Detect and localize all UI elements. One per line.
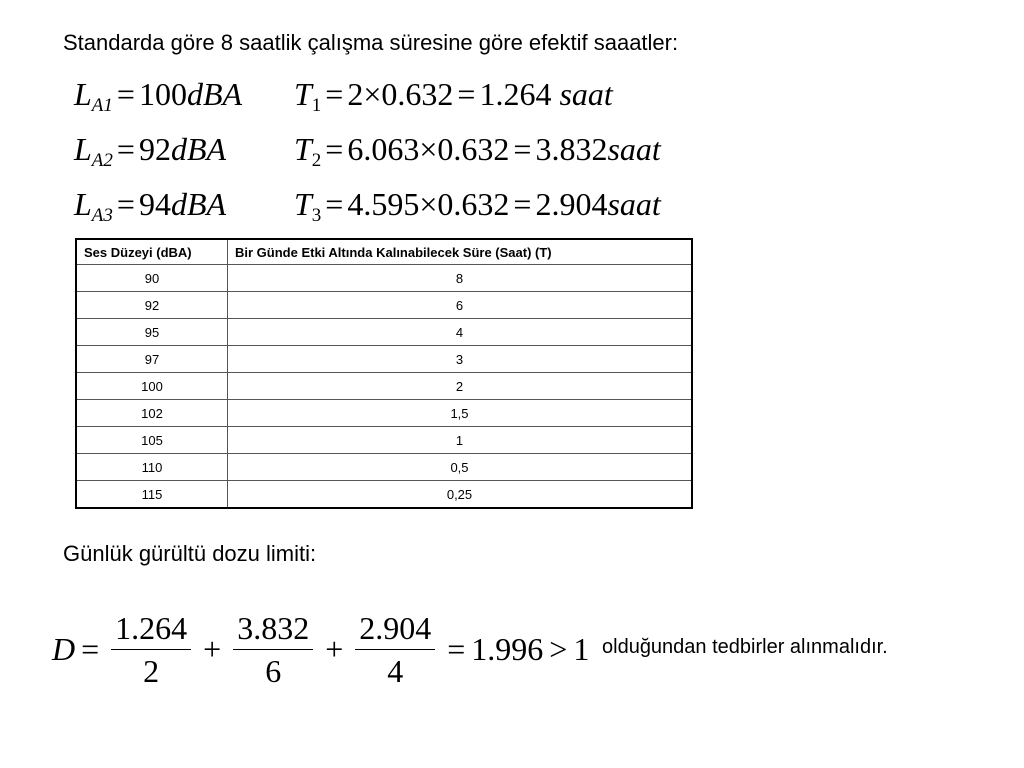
duration-cell: 8 xyxy=(228,265,693,292)
duration-cell: 2 xyxy=(228,373,693,400)
t-unit: saat xyxy=(607,186,661,222)
t-expression: 6.063×0.632 xyxy=(347,131,510,167)
t-expression: 4.595×0.632 xyxy=(347,186,510,222)
fraction-numerator: 1.264 xyxy=(111,611,191,650)
fraction-numerator: 2.904 xyxy=(355,611,435,650)
table-row xyxy=(76,427,692,454)
sound-level-cell: 92 xyxy=(76,292,228,319)
sound-level-cell: 97 xyxy=(76,346,228,373)
sound-level-cell: 100 xyxy=(76,373,228,400)
table-row xyxy=(76,292,692,319)
equation-3: $L_{A3} = 94dBA$ $T_3 = 4.595\times 0.632$ = 2.904saat xyxy=(74,186,661,226)
fraction-denominator: 6 xyxy=(265,652,282,689)
t-subscript: 2 xyxy=(311,150,322,171)
duration-cell: 1,5 xyxy=(228,400,693,427)
dose-limit: 1 xyxy=(573,630,590,667)
l-subscript: A2 xyxy=(91,150,113,171)
duration-cell: 4 xyxy=(228,319,693,346)
t-unit: saat xyxy=(559,76,613,112)
header-sound-level: Ses Düzeyi (dBA) xyxy=(76,239,228,265)
t-expression: 2×0.632 xyxy=(347,76,454,112)
fraction-1 xyxy=(111,611,191,688)
l-unit: dBA xyxy=(186,76,243,112)
l-unit: dBA xyxy=(170,131,227,167)
duration-cell: 0,5 xyxy=(228,454,693,481)
dose-equation: D = $\frac{1.264}{2}$ + $\frac{3.832}{6}$ + $\frac{2.904}{4}$ = 1.996 > 1 xyxy=(52,609,590,689)
fraction-denominator: 4 xyxy=(387,652,404,689)
t-result: 1.264 xyxy=(479,76,552,112)
t-unit: saat xyxy=(607,131,661,167)
equation-1: $L_{A1} = 100dBA$ $T_1 = 2\times 0.632 = 1.264$ saat xyxy=(74,76,613,116)
l-value: 92 xyxy=(138,131,171,167)
l-subscript: A1 xyxy=(91,95,113,116)
t-subscript: 3 xyxy=(311,205,322,226)
duration-cell: 3 xyxy=(228,346,693,373)
l-value: 94 xyxy=(138,186,171,222)
table-row xyxy=(76,346,692,373)
duration-cell: 6 xyxy=(228,292,693,319)
sound-level-cell: 90 xyxy=(76,265,228,292)
t-result: 2.904 xyxy=(535,186,608,222)
table-row xyxy=(76,400,692,427)
dose-symbol: D xyxy=(52,630,76,667)
table-row xyxy=(76,454,692,481)
l-symbol: L xyxy=(74,76,92,112)
l-symbol: L xyxy=(74,186,92,222)
header-exposure-duration: Bir Günde Etki Altında Kalınabilecek Süre (Saat) (T) xyxy=(228,239,693,265)
fraction-3 xyxy=(355,611,435,688)
t-subscript: 1 xyxy=(311,95,322,116)
duration-cell: 1 xyxy=(228,427,693,454)
table-row xyxy=(76,481,692,509)
table-row xyxy=(76,373,692,400)
table-row xyxy=(76,265,692,292)
sound-level-cell: 110 xyxy=(76,454,228,481)
sound-level-cell: 115 xyxy=(76,481,228,509)
t-result: 3.832 xyxy=(535,131,608,167)
table-row xyxy=(76,319,692,346)
l-subscript: A3 xyxy=(91,205,113,226)
noise-exposure-table xyxy=(75,238,693,509)
l-symbol: L xyxy=(74,131,92,167)
conclusion-text: olduğundan tedbirler alınmalıdır. xyxy=(602,636,888,658)
sound-level-cell: 102 xyxy=(76,400,228,427)
dose-result: 1.996 xyxy=(471,630,544,667)
l-unit: dBA xyxy=(170,186,227,222)
sound-level-cell: 95 xyxy=(76,319,228,346)
t-symbol: T xyxy=(294,76,312,112)
equation-2: $L_{A2} = 92dBA$ $T_2 = 6.063\times 0.632$ = 3.832saat xyxy=(74,131,661,171)
sound-level-cell: 105 xyxy=(76,427,228,454)
duration-cell: 0,25 xyxy=(228,481,693,509)
heading: Standarda göre 8 saatlik çalışma süresine göre efektif saaatler: xyxy=(63,30,679,55)
t-symbol: T xyxy=(294,186,312,222)
fraction-2 xyxy=(233,611,313,688)
fraction-denominator: 2 xyxy=(143,652,160,689)
table-header-row xyxy=(76,239,692,265)
dose-heading: Günlük gürültü dozu limiti: xyxy=(63,541,317,566)
l-value: 100 xyxy=(138,76,187,112)
fraction-numerator: 3.832 xyxy=(233,611,313,650)
t-symbol: T xyxy=(294,131,312,167)
